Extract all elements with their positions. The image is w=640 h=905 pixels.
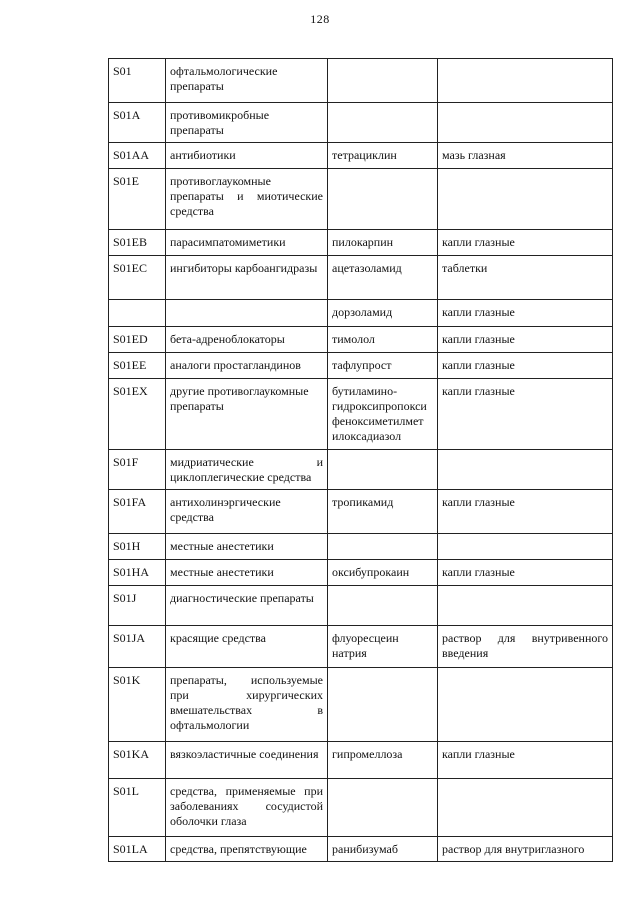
atc-code-cell: S01EC	[109, 256, 166, 300]
atc-code-cell: S01	[109, 59, 166, 103]
dosage-form-cell: капли глазные	[438, 300, 613, 327]
drug-name-cell	[328, 668, 438, 742]
group-name-cell: другие противоглаукомные препараты	[166, 379, 328, 450]
dosage-form-cell	[438, 59, 613, 103]
atc-code-cell: S01JA	[109, 626, 166, 668]
drug-name-cell: гипромеллоза	[328, 742, 438, 779]
drug-name-cell: оксибупрокаин	[328, 560, 438, 586]
atc-code-cell: S01AA	[109, 143, 166, 169]
group-name-cell: офтальмологические препараты	[166, 59, 328, 103]
page-number: 128	[310, 12, 330, 26]
drug-name-cell: флуоресцеин натрия	[328, 626, 438, 668]
table-row	[109, 353, 613, 379]
atc-code-cell: S01EE	[109, 353, 166, 379]
table-row	[109, 560, 613, 586]
drug-name-cell: тимолол	[328, 327, 438, 353]
table-row	[109, 327, 613, 353]
group-name-cell: антихолинэргические средства	[166, 490, 328, 534]
dosage-form-cell	[438, 779, 613, 837]
table-row	[109, 300, 613, 327]
atc-code-cell: S01ED	[109, 327, 166, 353]
atc-code-cell: S01EX	[109, 379, 166, 450]
atc-code-cell: S01F	[109, 450, 166, 490]
drug-name-cell	[328, 779, 438, 837]
dosage-form-cell	[438, 668, 613, 742]
group-name-cell: местные анестетики	[166, 534, 328, 560]
atc-code-cell	[109, 300, 166, 327]
table-row	[109, 230, 613, 256]
drug-name-cell: тафлупрост	[328, 353, 438, 379]
dosage-form-cell	[438, 586, 613, 626]
drug-name-cell	[328, 450, 438, 490]
dosage-form-cell: таблетки	[438, 256, 613, 300]
table-body	[109, 59, 613, 862]
table-row	[109, 379, 613, 450]
group-name-cell	[166, 300, 328, 327]
table-row	[109, 534, 613, 560]
dosage-form-cell	[438, 103, 613, 143]
drug-name-cell	[328, 534, 438, 560]
atc-code-cell: S01E	[109, 169, 166, 230]
atc-code-cell: S01LA	[109, 837, 166, 862]
group-name-cell: мидриатические и циклоплегические средства	[166, 450, 328, 490]
table-row	[109, 103, 613, 143]
atc-code-cell: S01EB	[109, 230, 166, 256]
drug-name-cell: тропикамид	[328, 490, 438, 534]
dosage-form-cell: капли глазные	[438, 560, 613, 586]
table-row	[109, 59, 613, 103]
dosage-form-cell: капли глазные	[438, 490, 613, 534]
dosage-form-cell: капли глазные	[438, 353, 613, 379]
group-name-cell: средства, препятствующие	[166, 837, 328, 862]
group-name-cell: противоглаукомные препараты и миотические средства	[166, 169, 328, 230]
group-name-cell: противомикробные препараты	[166, 103, 328, 143]
group-name-cell: бета-адреноблокаторы	[166, 327, 328, 353]
table-row	[109, 169, 613, 230]
dosage-form-cell	[438, 169, 613, 230]
atc-code-cell: S01FA	[109, 490, 166, 534]
drug-name-cell	[328, 169, 438, 230]
dosage-form-cell: капли глазные	[438, 230, 613, 256]
drug-name-cell: тетрациклин	[328, 143, 438, 169]
group-name-cell: диагностические препараты	[166, 586, 328, 626]
table-row	[109, 450, 613, 490]
atc-code-cell: S01J	[109, 586, 166, 626]
group-name-cell: средства, применяемые при заболеваниях сосудистой оболочки глаза	[166, 779, 328, 837]
group-name-cell: красящие средства	[166, 626, 328, 668]
atc-code-cell: S01K	[109, 668, 166, 742]
group-name-cell: вязкоэластичные соединения	[166, 742, 328, 779]
table-row	[109, 668, 613, 742]
drug-name-cell	[328, 103, 438, 143]
table-row	[109, 779, 613, 837]
table-row	[109, 256, 613, 300]
atc-code-cell: S01KA	[109, 742, 166, 779]
group-name-cell: ингибиторы карбоангидразы	[166, 256, 328, 300]
atc-code-cell: S01L	[109, 779, 166, 837]
dosage-form-cell: раствор для внутривенного введения	[438, 626, 613, 668]
group-name-cell: парасимпатомиметики	[166, 230, 328, 256]
group-name-cell: антибиотики	[166, 143, 328, 169]
dosage-form-cell: раствор для внутриглазного	[438, 837, 613, 862]
table-row	[109, 742, 613, 779]
dosage-form-cell	[438, 534, 613, 560]
drug-name-cell: дорзоламид	[328, 300, 438, 327]
drug-name-cell: бутиламино-гидроксипропокси феноксиметилмет илоксадиазол	[328, 379, 438, 450]
table-row	[109, 586, 613, 626]
drug-name-cell	[328, 59, 438, 103]
table-row	[109, 490, 613, 534]
atc-code-cell: S01HA	[109, 560, 166, 586]
dosage-form-cell: капли глазные	[438, 327, 613, 353]
group-name-cell: аналоги простагландинов	[166, 353, 328, 379]
table-row	[109, 837, 613, 862]
table-row	[109, 143, 613, 169]
drug-name-cell	[328, 586, 438, 626]
group-name-cell: препараты, используемые при хирургических вмешательствах в офтальмологии	[166, 668, 328, 742]
atc-code-cell: S01A	[109, 103, 166, 143]
table-row	[109, 626, 613, 668]
dosage-form-cell: капли глазные	[438, 742, 613, 779]
atc-code-cell: S01H	[109, 534, 166, 560]
group-name-cell: местные анестетики	[166, 560, 328, 586]
drug-name-cell: ацетазоламид	[328, 256, 438, 300]
drug-name-cell: ранибизумаб	[328, 837, 438, 862]
drug-name-cell: пилокарпин	[328, 230, 438, 256]
atc-classification-table	[108, 58, 613, 862]
dosage-form-cell	[438, 450, 613, 490]
dosage-form-cell: мазь глазная	[438, 143, 613, 169]
dosage-form-cell: капли глазные	[438, 379, 613, 450]
